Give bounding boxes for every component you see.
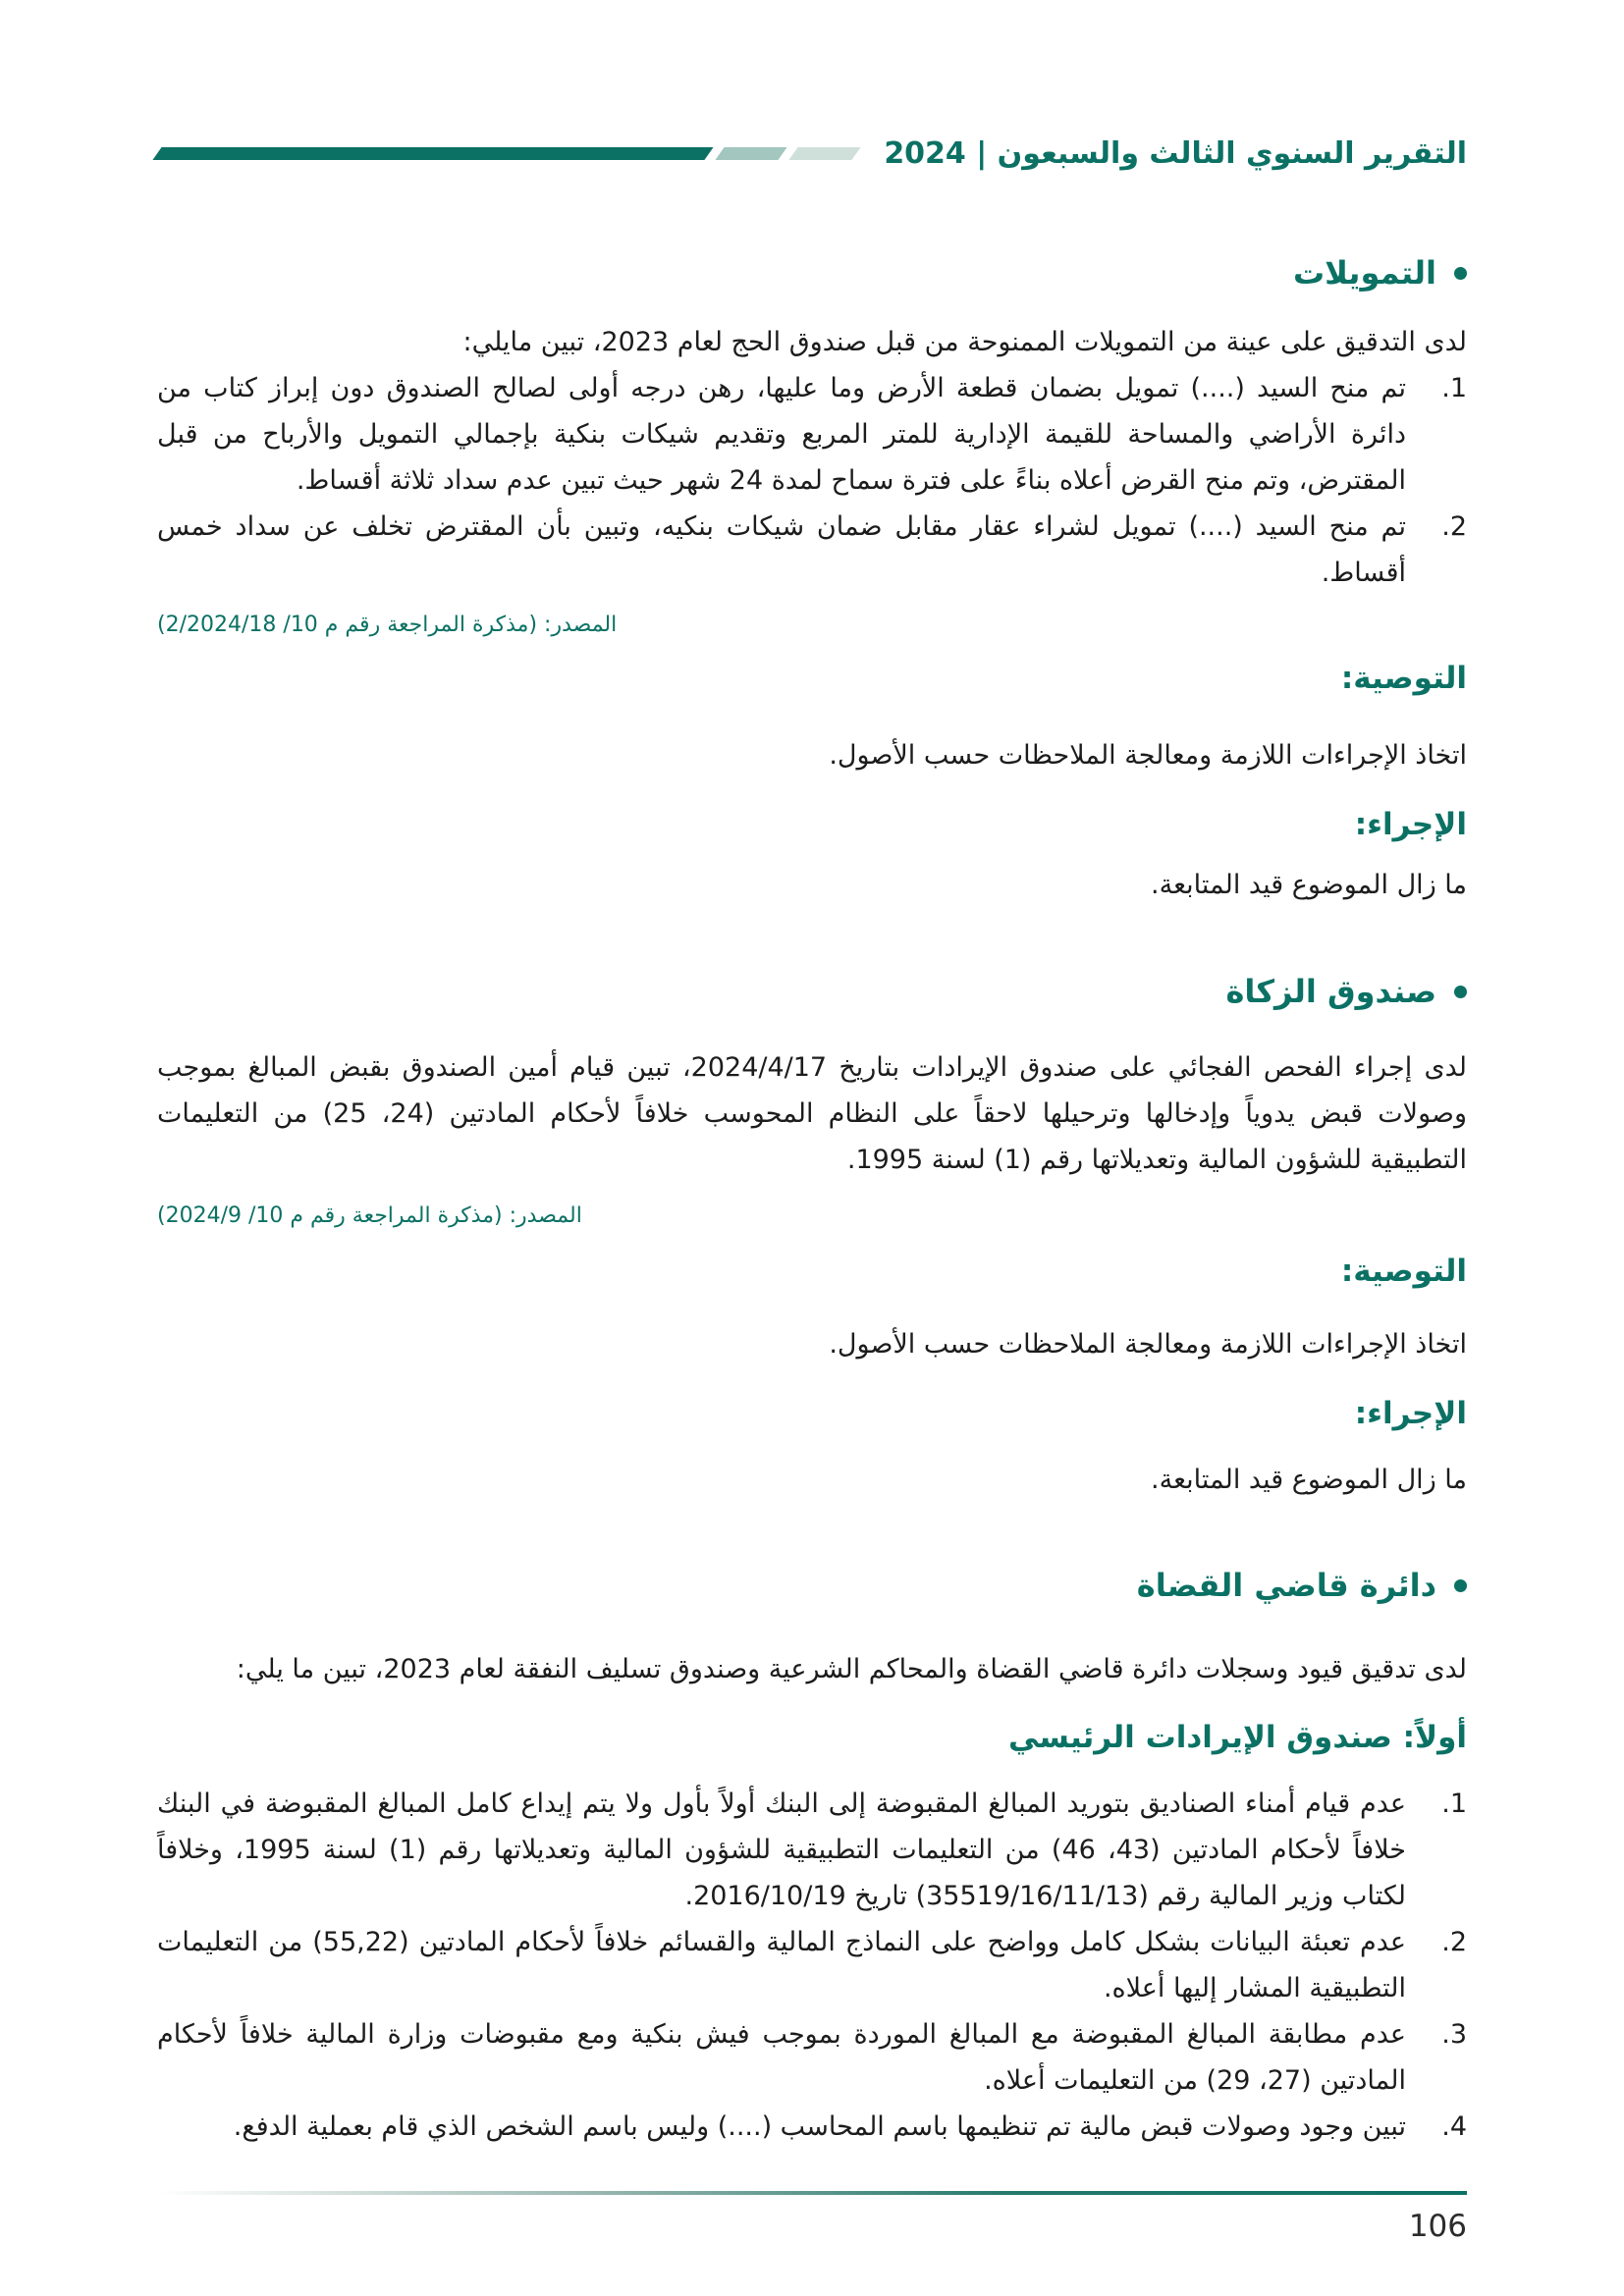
list-item <box>157 1781 1467 1919</box>
list-item-text: تم منح السيد (....) تمويل لشراء عقار مقابل ضمان شيكات بنكيه، وتبين بأن المقترض تخلف عن سداد خمس أقساط. <box>157 511 1406 588</box>
list-item-text: عدم مطابقة المبالغ المقبوضة مع المبالغ الموردة بموجب فيش بنكية ومع مقبوضات وزارة المالية خلافاً لأحكام المادتين (27، 29) من التعليمات أعلاه. <box>157 2019 1406 2096</box>
page-header <box>157 132 1467 175</box>
section-heading-zakat <box>157 970 1467 1013</box>
list-item-text: عدم قيام أمناء الصناديق بتوريد المبالغ المقبوضة إلى البنك أولاً بأول ولا يتم إيداع كامل المبالغ المقبوضة في البنك خلافاً لأحكام المادتين (43، 46) من التعليمات التطبيقية للشؤون المالية وتعديلاتها رقم (1) لسنة 1995، وخلافاً لكتاب وزير المالية رقم (35519/16/11/13) تاريخ 2016/10/19. <box>157 1789 1406 1911</box>
header-bar-segment-main <box>152 147 713 160</box>
list-item-text: تم منح السيد (....) تمويل بضمان قطعة الأرض وما عليها، رهن درجه أولى لصالح الصندوق دون إبراز كتاب من دائرة الأراضي والمساحة للقيمة الإدارية للمتر المربع وتقديم شيكات بنكية بإجمالي التمويل والأرباح من قبل المقترض، وتم منح القرض أعلاه بناءً على فترة سماح لمدة 24 شهر حيث تبين عدم سداد ثلاثة أقساط. <box>157 373 1406 496</box>
action-label: الإجراء: <box>1354 807 1467 842</box>
list-item <box>157 1919 1467 2011</box>
list-item <box>157 2011 1467 2104</box>
list-item <box>157 365 1467 504</box>
section-heading-label: صندوق الزكاة <box>1225 973 1436 1010</box>
judiciary-paragraph: لدى تدقيق قيود وسجلات دائرة قاضي القضاة والمحاكم الشرعية وصندوق تسليف النفقة لعام 2023، تبين ما يلي: <box>236 1654 1467 1684</box>
source-note: المصدر: (مذكرة المراجعة رقم م 10/ 2/2024/18) <box>157 613 618 637</box>
list-item-number: 1. <box>1441 1789 1467 1819</box>
list-item-number: 2. <box>1441 511 1467 542</box>
list-item-number: 1. <box>1441 373 1467 403</box>
header-bar-segment-medium <box>716 147 787 160</box>
list-item-text: عدم تعبئة البيانات بشكل كامل وواضح على النماذج المالية والقسائم خلافاً لأحكام المادتين (55,22) من التعليمات التطبيقية المشار إليها أعلاه. <box>157 1927 1406 2003</box>
section-heading-financing <box>157 251 1467 294</box>
financing-findings-list <box>157 365 1467 596</box>
list-item-number: 4. <box>1441 2111 1467 2142</box>
section-heading-label: دائرة قاضي القضاة <box>1136 1567 1436 1604</box>
financing-intro: لدى التدقيق على عينة من التمويلات الممنوحة من قبل صندوق الحج لعام 2023، تبين مايلي: <box>462 327 1467 357</box>
judiciary-subheading: أولاً: صندوق الإيرادات الرئيسي <box>1008 1720 1467 1755</box>
section-heading-judiciary <box>157 1564 1467 1607</box>
recommendation-text: اتخاذ الإجراءات اللازمة ومعالجة الملاحظات حسب الأصول. <box>829 740 1467 771</box>
footer-divider <box>157 2191 1467 2195</box>
list-item <box>157 2104 1467 2150</box>
page-number: 106 <box>1408 2209 1467 2244</box>
bullet-icon <box>1454 267 1467 280</box>
source-note: المصدر: (مذكرة المراجعة رقم م 10/ 2024/9) <box>157 1203 582 1228</box>
recommendation-label: التوصية: <box>1340 1254 1467 1289</box>
bullet-icon <box>1454 1579 1467 1592</box>
bullet-icon <box>1454 986 1467 998</box>
recommendation-label: التوصية: <box>1340 661 1467 696</box>
zakat-paragraph: لدى إجراء الفحص الفجائي على صندوق الإيرادات بتاريخ 2024/4/17، تبين قيام أمين الصندوق بقبض المبالغ بموجب وصولات قبض يدوياً وإدخالها وترحيلها لاحقاً على النظام المحوسب خلافاً لأحكام المادتين (24، 25) من التعليمات التطبيقية للشؤون المالية وتعديلاتها رقم (1) لسنة 1995. <box>157 1052 1467 1175</box>
header-decoration-bars <box>157 147 856 160</box>
list-item <box>157 504 1467 596</box>
list-item-number: 2. <box>1441 1927 1467 1957</box>
report-title: التقرير السنوي الثالث والسبعون | 2024 <box>884 135 1467 171</box>
action-text: ما زال الموضوع قيد المتابعة. <box>1151 1465 1467 1495</box>
action-label: الإجراء: <box>1354 1396 1467 1431</box>
recommendation-text: اتخاذ الإجراءات اللازمة ومعالجة الملاحظات حسب الأصول. <box>829 1329 1467 1360</box>
header-bar-segment-light <box>789 147 861 160</box>
list-item-text: تبين وجود وصولات قبض مالية تم تنظيمها باسم المحاسب (....) وليس باسم الشخص الذي قام بعملية الدفع. <box>233 2111 1406 2142</box>
list-item-number: 3. <box>1441 2019 1467 2050</box>
action-text: ما زال الموضوع قيد المتابعة. <box>1151 870 1467 900</box>
section-heading-label: التمويلات <box>1292 254 1436 292</box>
judiciary-findings-list <box>157 1781 1467 2150</box>
